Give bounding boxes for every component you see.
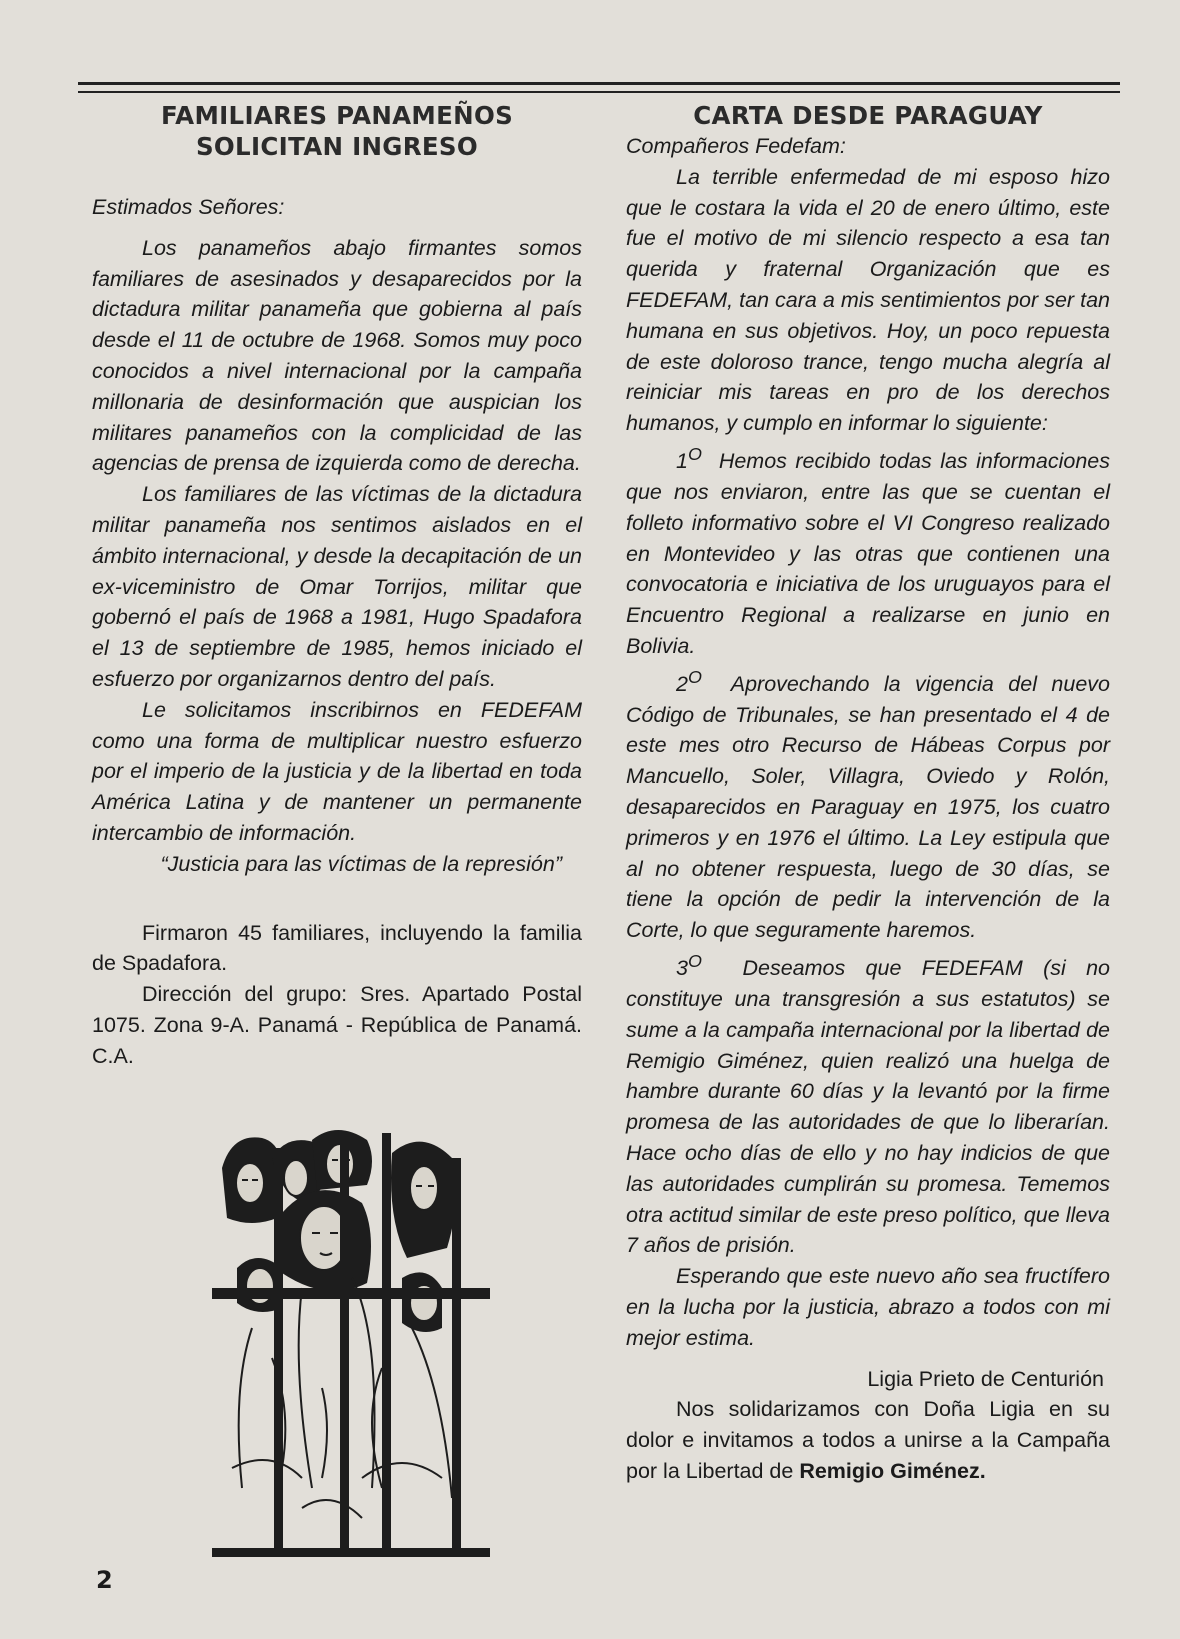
item-ordinal: O: [687, 666, 702, 687]
left-salutation: Estimados Señores:: [92, 195, 285, 219]
top-rule: [78, 82, 1120, 85]
prisoners-behind-bars-illustration: [212, 1128, 490, 1560]
right-item-1: [626, 439, 1110, 662]
page-number: 2: [96, 1566, 113, 1594]
solidarity-note: [626, 1394, 1110, 1486]
left-signed: Firmaron 45 familiares, incluyendo la familia de Spadafora.: [92, 920, 582, 976]
right-closing: Esperando que este nuevo año sea fructífero en la lucha por la justicia, abrazo a todos con mi mejor estima.: [626, 1264, 1110, 1350]
left-paragraph: Los panameños abajo firmantes somos familiares de asesinados y desaparecidos por la dictadura militar panameña que gobierna al país desde el 11 de octubre de 1968. Somos muy poco conocidos a nivel internacional por la campaña millonaria de desinformación que auspician los militares panameños con la complicidad de las agencias de prensa de izquierda como de derecha.: [92, 235, 582, 476]
top-rule-thin: [78, 91, 1120, 93]
item-text: Hemos recibido todas las informaciones que nos enviaron, entre las que se cuentan el folleto informativo sobre el VI Congreso realizado en Montevideo y las otras que contienen una convocatoria e iniciativa de los uruguayos para el Encuentro Regional a realizarse en junio en Bolivia.: [626, 449, 1110, 658]
right-item-2: [626, 662, 1110, 946]
left-article: [92, 100, 582, 1072]
item-text: Aprovechando la vigencia del nuevo Código de Tribunales, se han presentado el 4 de este mes otro Recurso de Hábeas Corpus por Mancuello, Soler, Villagra, Oviedo y Rolón, desaparecidos en Paraguay en 1975, los cuatro primeros y en 1976 el último. La Ley estipula que al no obtener respuesta, luego de 30 días, se tiene la opción de pedir la intervención de la Corte, lo que seguramente haremos.: [626, 671, 1110, 943]
solidarity-name: Remigio Giménez.: [799, 1458, 986, 1483]
right-article-title: CARTA DESDE PARAGUAY: [693, 101, 1043, 130]
right-article: [626, 100, 1110, 1487]
solidarity-text: Nos solidarizamos con Doña Ligia en su dolor e invitamos a todos a unirse a la Campaña por la Libertad de: [626, 1397, 1110, 1483]
item-number: 3: [676, 956, 688, 981]
left-article-title: FAMILIARES PANAMEÑOS SOLICITAN INGRESO: [160, 101, 514, 161]
signature: Ligia Prieto de Centurión: [867, 1366, 1104, 1391]
left-paragraph: Los familiares de las víctimas de la dictadura militar panameña nos sentimos aislados en el ámbito internacional, y desde la decapitación de un ex-viceministro de Omar Torrijos, militar que gobernó el país de 1968 a 1981, Hugo Spadafora el 13 de septiembre de 1985, hemos iniciado el esfuerzo por organizarnos dentro del país.: [92, 482, 582, 691]
item-ordinal: O: [687, 443, 702, 464]
item-number: 1: [676, 449, 688, 474]
left-paragraph: Le solicitamos inscribirnos en FEDEFAM como una forma de multiplicar nuestro esfuerzo por el imperio de la justicia y de la libertad en toda América Latina y de mantener un permanente intercambio de información.: [92, 697, 582, 845]
item-number: 2: [676, 671, 688, 696]
item-ordinal: O: [687, 951, 702, 972]
right-intro: La terrible enfermedad de mi esposo hizo que le costara la vida el 20 de enero último, este fue el motivo de mi silencio respecto a esa tan querida y fraternal Organización que es FEDEFAM, tan cara a mis sentimientos por ser tan humana en sus objetivos. Hoy, un poco repuesta de este doloroso trance, tengo mucha alegría al reiniciar mis tareas en pro de los derechos humanos, y cumplo en informar lo siguiente:: [626, 164, 1110, 436]
item-text: Deseamos que FEDEFAM (si no constituye una transgresión a sus estatutos) se sume a la campaña internacional por la libertad de Remigio Giménez, quien realizó una huelga de hambre durante 60 días y la levantó por la firme promesa de las autoridades de que lo liberarían. Hace ocho días de ello y no hay indicios de que las autoridades cumplirán su promesa. Tememos otra actitud similar de este preso político, que lleva 7 años de prisión.: [626, 956, 1110, 1258]
right-item-3: [626, 946, 1110, 1261]
left-address: Dirección del grupo: Sres. Apartado Postal 1075. Zona 9-A. Panamá - República de Panamá. C.A.: [92, 982, 582, 1068]
left-quote: “Justicia para las víctimas de la represión”: [160, 851, 562, 876]
right-salutation: Compañeros Fedefam:: [626, 134, 846, 158]
